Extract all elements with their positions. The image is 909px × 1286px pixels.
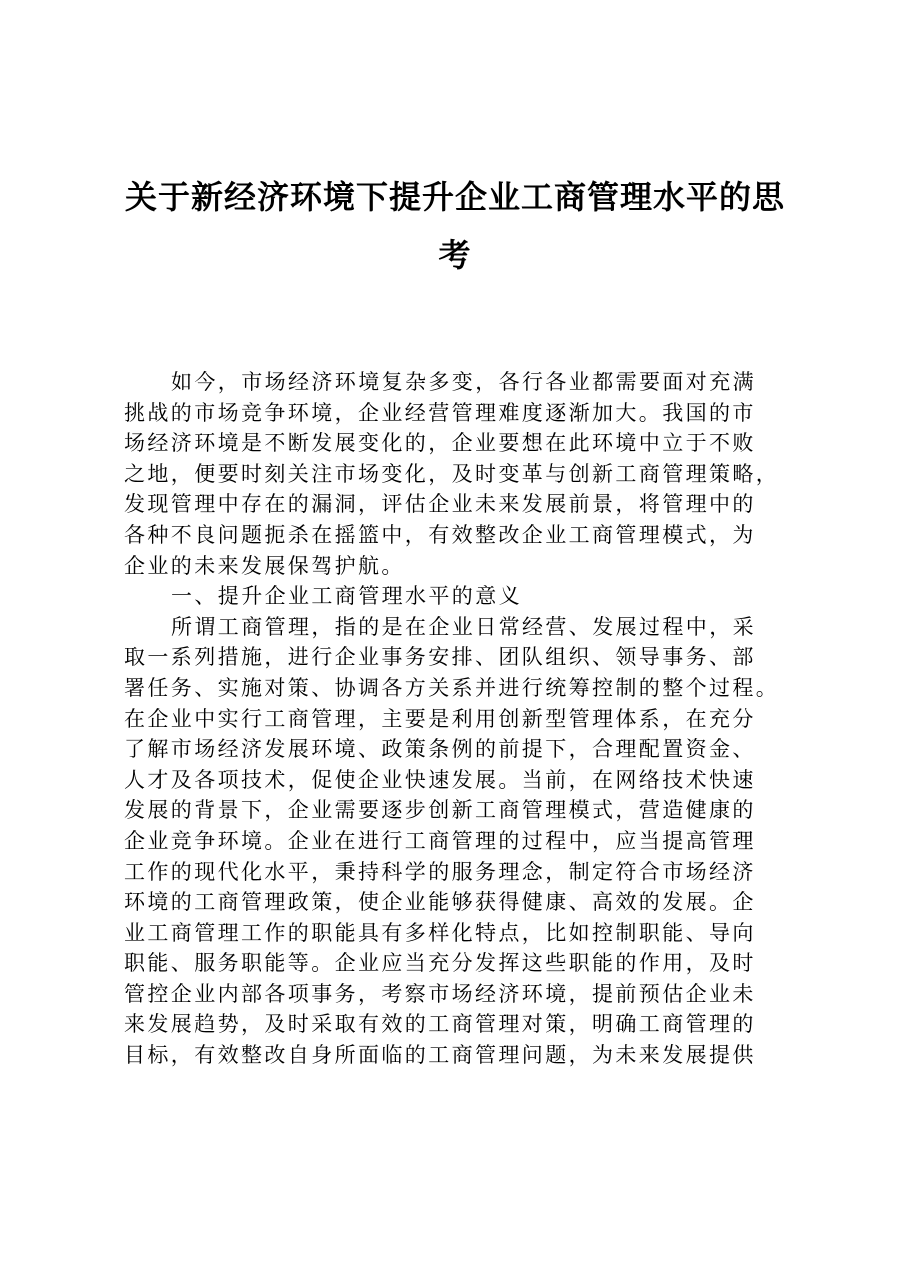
paragraph-line: 了解市场经济发展环境、政策条例的前提下，合理配置资金、 [124, 737, 756, 762]
paragraph-line: 挑战的市场竞争环境，企业经营管理难度逐渐加大。我国的市 [124, 400, 756, 425]
paragraph-line: 职能、服务职能等。企业应当充分发挥这些职能的作用，及时 [124, 951, 756, 976]
paragraph-line: 环境的工商管理政策，使企业能够获得健康、高效的发展。企 [124, 890, 756, 915]
paragraph-line: 之地，便要时刻关注市场变化，及时变革与创新工商管理策略， [124, 461, 780, 486]
paragraph-line: 发现管理中存在的漏洞，评估企业未来发展前景，将管理中的 [124, 492, 756, 517]
paragraph-line: 业工商管理工作的职能具有多样化特点，比如控制职能、导向 [124, 920, 756, 945]
document-title [110, 168, 800, 284]
paragraph-line: 场经济环境是不断发展变化的，企业要想在此环境中立于不败 [124, 431, 756, 456]
paragraph-line: 各种不良问题扼杀在摇篮中，有效整改企业工商管理模式，为 [124, 522, 756, 547]
document-body [124, 367, 804, 1071]
paragraph-line: 所谓工商管理，指的是在企业日常经营、发展过程中，采 [171, 614, 756, 639]
paragraph-line: 取一系列措施，进行企业事务安排、团队组织、领导事务、部 [124, 645, 756, 670]
paragraph-line: 在企业中实行工商管理，主要是利用创新型管理体系，在充分 [124, 706, 756, 731]
paragraph-line: 管控企业内部各项事务，考察市场经济环境，提前预估企业未 [124, 981, 756, 1006]
paragraph-line: 企业的未来发展保驾护航。 [124, 553, 405, 578]
title-line: 关于新经济环境下提升企业工商管理水平的思 [124, 178, 785, 216]
title-line: 考 [438, 236, 472, 274]
paragraph-line: 如今，市场经济环境复杂多变，各行各业都需要面对充满 [171, 370, 756, 394]
paragraph-line: 发展的背景下，企业需要逐步创新工商管理模式，营造健康的 [124, 798, 756, 823]
paragraph-line: 署任务、实施对策、协调各方关系并进行统筹控制的整个过程。 [124, 675, 780, 700]
paragraph-line: 工作的现代化水平，秉持科学的服务理念，制定符合市场经济 [124, 859, 756, 884]
section-heading: 一、提升企业工商管理水平的意义 [171, 584, 522, 609]
paragraph-line: 人才及各项技术，促使企业快速发展。当前，在网络技术快速 [124, 767, 756, 792]
paragraph-line: 来发展趋势，及时采取有效的工商管理对策，明确工商管理的 [124, 1012, 756, 1037]
paragraph-line: 企业竞争环境。企业在进行工商管理的过程中，应当提高管理 [124, 828, 756, 853]
paragraph-line: 目标，有效整改自身所面临的工商管理问题，为未来发展提供 [124, 1043, 756, 1068]
